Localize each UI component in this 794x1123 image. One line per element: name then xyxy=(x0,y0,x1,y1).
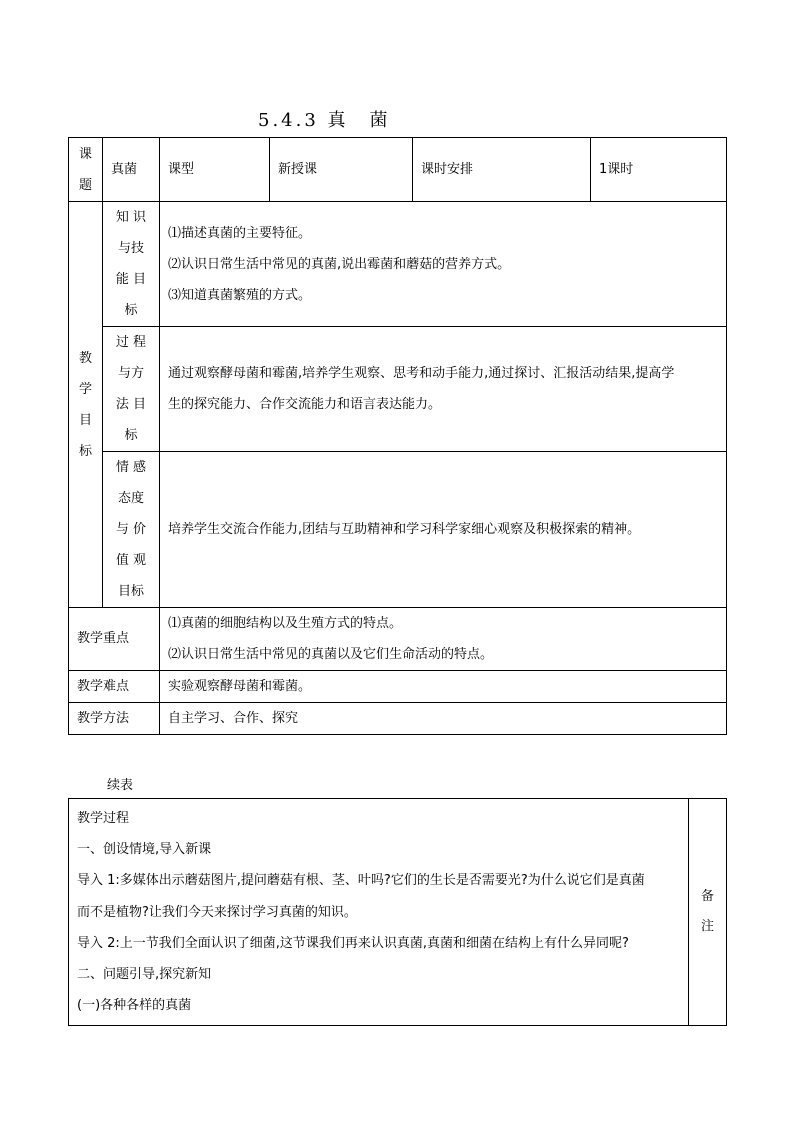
teaching-process-table xyxy=(68,798,727,1026)
knowledge-objectives: ⑴描述真菌的主要特征。 ⑵认识日常生活中常见的真菌,说出霉菌和蘑菇的营养方式。 ⑶知道真菌繁殖的方式。 xyxy=(160,202,727,327)
emotion-objectives: 培养学生交流合作能力,团结与互助精神和学习科学家细心观察及积极探索的精神。 xyxy=(160,452,727,608)
lesson-plan-table xyxy=(68,137,727,735)
schedule-value: 1课时 xyxy=(591,138,727,202)
topic-label-cell: 课 题 xyxy=(69,138,103,202)
table-row xyxy=(69,799,727,1026)
process-objectives: 通过观察酵母菌和霉菌,培养学生观察、思考和动手能力,通过探讨、汇报活动结果,提高学 生的探究能力、合作交流能力和语言表达能力。 xyxy=(160,327,727,452)
notes-column: 备 注 xyxy=(689,799,727,1026)
continued-label: 续表 xyxy=(107,778,134,793)
key-points-label: 教学重点 xyxy=(69,608,160,671)
page-title: 5.4.3 真 菌 xyxy=(258,110,391,131)
method-label: 教学方法 xyxy=(69,703,160,735)
table-row xyxy=(69,608,727,671)
table-row xyxy=(69,671,727,703)
table-row xyxy=(69,703,727,735)
table-row xyxy=(69,138,727,202)
table-row xyxy=(69,327,727,452)
topic-value: 真菌 xyxy=(103,138,160,202)
table-row xyxy=(69,202,727,327)
key-points: ⑴真菌的细胞结构以及生殖方式的特点。 ⑵认识日常生活中常见的真菌以及它们生命活动的特点。 xyxy=(160,608,727,671)
process-label-cell: 过 程 与方 法 目 标 xyxy=(103,327,160,452)
emotion-label-cell: 情 感 态度 与 价 值 观 目标 xyxy=(103,452,160,608)
difficulty-value: 实验观察酵母菌和霉菌。 xyxy=(160,671,727,703)
table-row xyxy=(69,452,727,608)
type-value: 新授课 xyxy=(270,138,413,202)
knowledge-label-cell: 知 识 与技 能 目 标 xyxy=(103,202,160,327)
schedule-label: 课时安排 xyxy=(413,138,591,202)
type-label: 课型 xyxy=(160,138,270,202)
objectives-label-cell: 教 学 目 标 xyxy=(69,202,103,608)
difficulty-label: 教学难点 xyxy=(69,671,160,703)
method-value: 自主学习、合作、探究 xyxy=(160,703,727,735)
teaching-process-content: 教学过程 一、创设情境,导入新课 导入 1:多媒体出示蘑菇图片,提问蘑菇有根、茎、叶吗?它们的生长是否需要光?为什么说它们是真菌 而不是植物?让我们今天来探讨学习真菌的知识。 导入 2:上一节我们全面认识了细菌,这节课我们再来认识真菌,真菌和细菌在结构上有什么异同呢? 二、问题引导,探究新知 (一)各种各样的真菌 xyxy=(69,799,689,1026)
